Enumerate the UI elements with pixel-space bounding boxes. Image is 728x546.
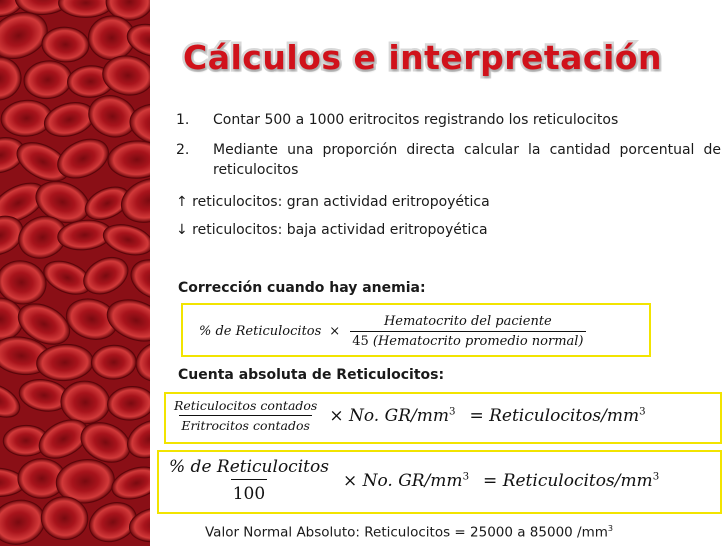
fraction-numerator: Hematocrito del paciente — [383, 314, 552, 329]
note-low: ↓ reticulocitos: baja actividad eritropoyética — [176, 222, 488, 238]
note-high: ↑ reticulocitos: gran actividad eritropoyética — [176, 194, 490, 210]
slide-title: Cálculos e interpretación — [183, 38, 662, 77]
red-blood-cells-image — [0, 0, 150, 546]
absolute-formula-box-2 — [157, 450, 722, 514]
absolute-heading: Cuenta absoluta de Reticulocitos: — [178, 367, 445, 383]
multiplier-expression: × No. $GR/mm^3$ — [329, 405, 456, 426]
normal-value-footer: Valor Normal Absoluto: Reticulocitos = 25000 a 85000 $/mm^3$ — [205, 523, 614, 541]
multiplier-expression: × No. $GR/mm^3$ — [342, 470, 470, 491]
list-item — [176, 140, 721, 180]
steps-list — [176, 110, 721, 180]
fraction-numerator: % de Reticulocitos — [169, 457, 329, 477]
absolute-formula-box-1 — [164, 392, 722, 444]
correction-fraction — [350, 314, 585, 349]
result-expression: = Reticulocitos/$mm^3$ — [483, 470, 660, 491]
fraction-denominator: 45 (Hematocrito promedio normal) — [350, 331, 585, 349]
fraction-denominator: Eritrocitos contados — [179, 415, 312, 433]
times-sign: × — [329, 324, 341, 339]
percent-fraction — [167, 457, 331, 504]
result-expression: = Reticulocitos/$mm^3$ — [469, 405, 646, 426]
list-item-text: Contar 500 a 1000 eritrocitos registrando los reticulocitos — [213, 112, 619, 128]
list-item — [176, 110, 721, 130]
fraction-numerator: Reticulocitos contados — [174, 398, 318, 413]
list-item-number: 2. — [176, 142, 190, 158]
list-item-text: Mediante una proporción directa calcular la cantidad porcentual de reticulocitos — [213, 142, 721, 178]
list-item-number: 1. — [176, 112, 190, 128]
count-fraction — [172, 398, 319, 433]
correction-heading: Corrección cuando hay anemia: — [178, 280, 426, 296]
fraction-denominator: 100 — [231, 479, 267, 504]
formula-lhs: % de Reticulocitos — [199, 324, 322, 339]
correction-formula-box — [181, 303, 651, 357]
